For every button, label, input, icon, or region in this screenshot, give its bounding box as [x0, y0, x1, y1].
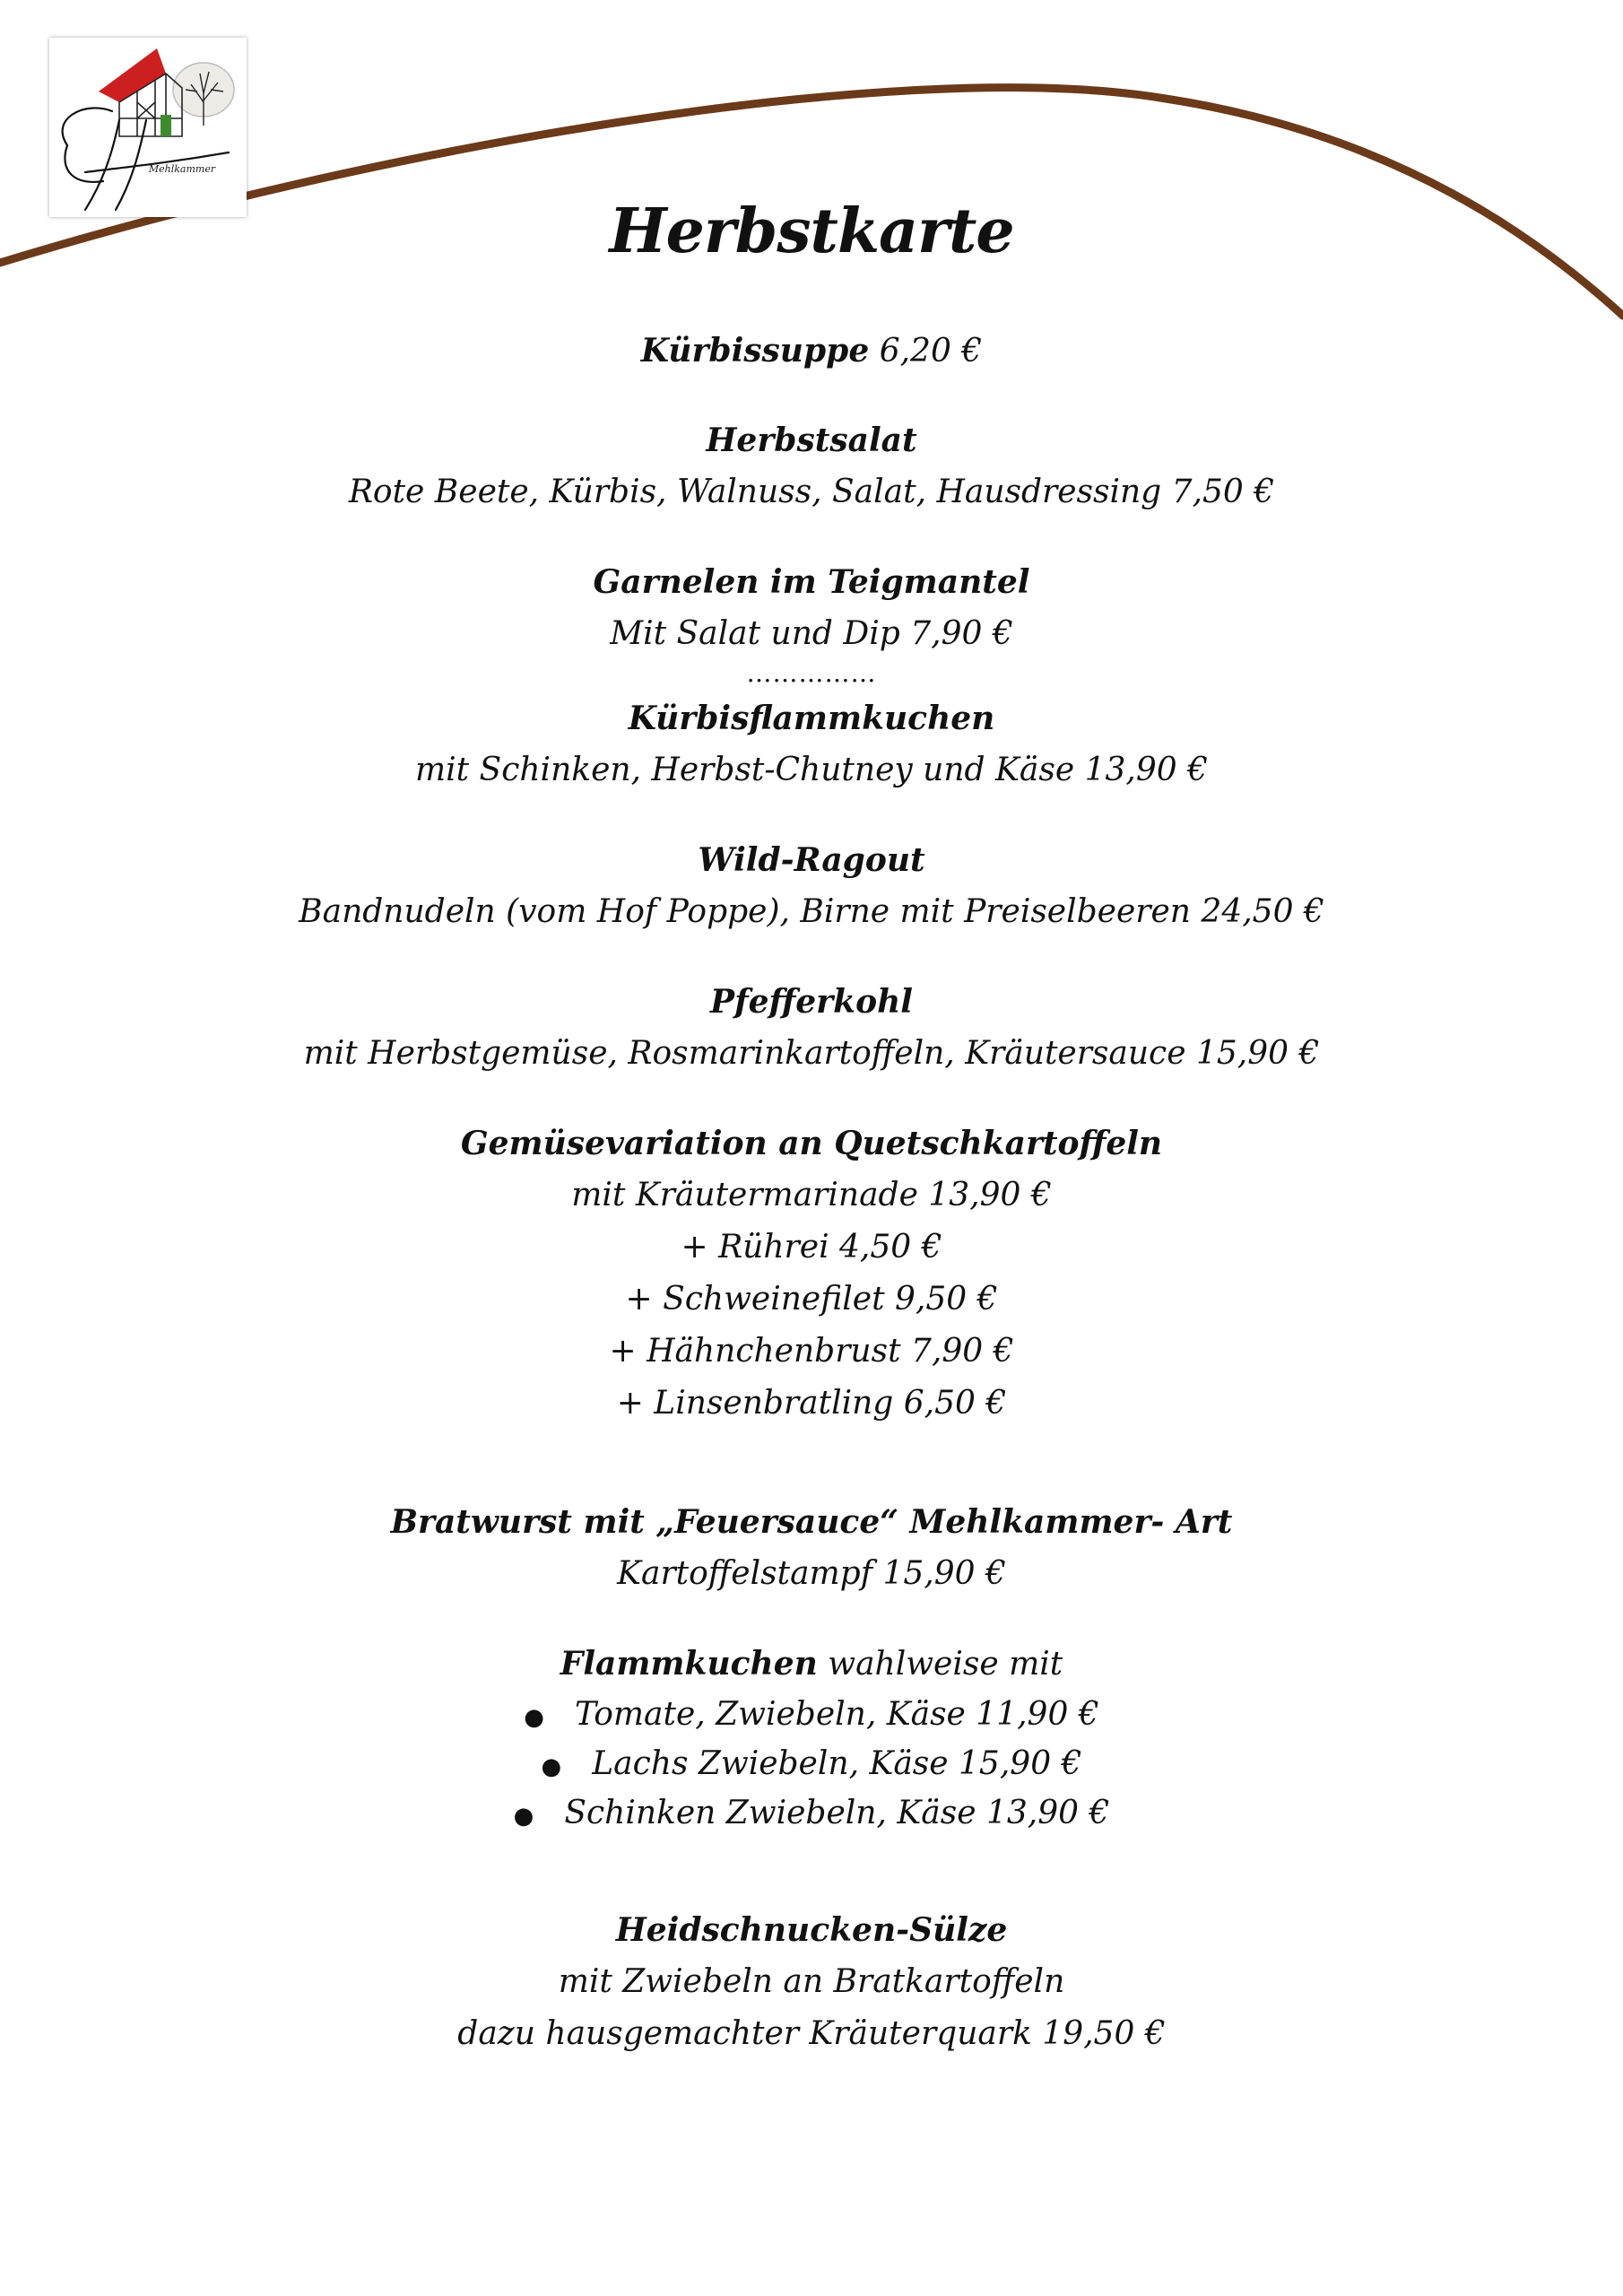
addon-option: + Schweinefilet 9,50 € — [625, 1281, 998, 1318]
flammkuchen-option — [0, 1739, 1623, 1788]
menu-item-kuerbissuppe — [0, 325, 1623, 377]
flammkuchen-option — [0, 1788, 1623, 1838]
addon-option: + Rührei 4,50 € — [681, 1229, 942, 1265]
option-text: Tomate, Zwiebeln, Käse 11,90 € — [574, 1696, 1099, 1733]
dish-heading — [0, 1638, 1623, 1690]
dish-description: dazu hausgemachter Kräuterquark 19,50 € — [457, 2015, 1166, 2052]
addon-option: + Hähnchenbrust 7,90 € — [609, 1333, 1014, 1370]
dish-name: Pfefferkohl — [710, 983, 913, 1021]
dish-name: Flammkuchen — [560, 1645, 818, 1683]
logo-caption: Mehlkammer — [148, 163, 216, 175]
dish-name: Bratwurst mit „Feuersauce“ Mehlkammer- Art — [390, 1503, 1233, 1541]
dish-price: 6,20 € — [879, 333, 983, 370]
dish-name: Garnelen im Teigmantel — [593, 563, 1030, 601]
dish-name: Kürbisflammkuchen — [628, 700, 995, 737]
menu-item-bratwurst — [0, 1496, 1623, 1600]
dish-name: Kürbissuppe — [640, 332, 870, 370]
dish-name: Gemüsevariation an Quetschkartoffeln — [460, 1125, 1163, 1162]
menu-item-wild-ragout — [0, 834, 1623, 938]
menu-item-flammkuchen — [0, 1638, 1623, 1838]
bullet-icon: ● — [513, 1803, 534, 1830]
dish-name-suffix: wahlweise mit — [828, 1646, 1063, 1683]
dish-description: Bandnudeln (vom Hof Poppe), Birne mit Preiselbeeren 24,50 € — [299, 893, 1324, 930]
dish-description: Rote Beete, Kürbis, Walnuss, Salat, Hausdressing 7,50 € — [348, 474, 1275, 510]
dish-description: mit Zwiebeln an Bratkartoffeln — [558, 1963, 1065, 2000]
addon-option: + Linsenbratling 6,50 € — [616, 1385, 1007, 1422]
dish-description: Kartoffelstampf 15,90 € — [617, 1555, 1006, 1592]
flammkuchen-option — [0, 1690, 1623, 1739]
dish-description: mit Schinken, Herbst-Chutney und Käse 13,90 € — [414, 752, 1209, 788]
menu-item-pfefferkohl — [0, 976, 1623, 1080]
option-text: Schinken Zwiebeln, Käse 13,90 € — [564, 1795, 1110, 1831]
menu-item-gemuesevariation — [0, 1118, 1623, 1430]
option-text: Lachs Zwiebeln, Käse 15,90 € — [592, 1745, 1082, 1782]
dish-description: Mit Salat und Dip 7,90 € — [610, 615, 1013, 652]
dish-name: Wild-Ragout — [698, 841, 925, 879]
dish-name: Heidschnucken-Sülze — [615, 1911, 1008, 1949]
dish-name: Herbstsalat — [706, 422, 917, 459]
restaurant-logo — [49, 38, 247, 217]
page-title: Herbstkarte — [609, 196, 1014, 267]
dish-description: mit Herbstgemüse, Rosmarinkartoffeln, Kräutersauce 15,90 € — [303, 1035, 1320, 1072]
bullet-icon: ● — [524, 1704, 544, 1731]
menu-item-kuerbisflammkuchen — [0, 692, 1623, 796]
menu-item-heidschnucken-suelze — [0, 1904, 1623, 2060]
menu-list — [0, 325, 1623, 2060]
house-logo-icon — [49, 38, 247, 217]
section-separator: …………… — [746, 658, 877, 688]
dish-description: mit Kräutermarinade 13,90 € — [571, 1177, 1052, 1213]
menu-item-herbstsalat — [0, 414, 1623, 518]
bullet-icon: ● — [541, 1753, 562, 1780]
menu-item-garnelen — [0, 556, 1623, 660]
